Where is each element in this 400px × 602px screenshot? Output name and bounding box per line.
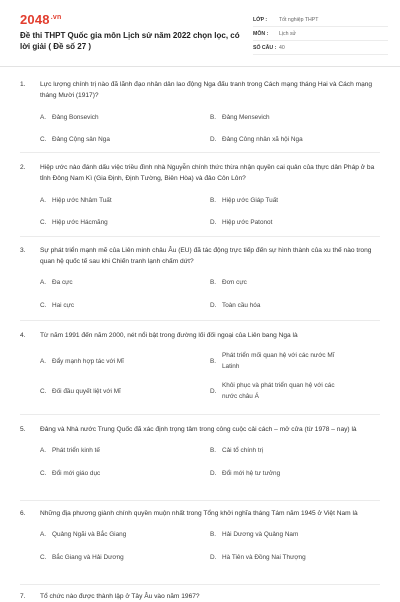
question-2 — [20, 162, 380, 228]
option-b[interactable]: B. Hiệp ước Giáp Tuất — [210, 196, 279, 204]
page-header — [0, 0, 400, 67]
option-d[interactable]: D. Đổi mới hệ tư tưởng — [210, 470, 281, 478]
option-a[interactable]: A. Đa cực — [40, 278, 73, 286]
question-text: Đảng và Nhà nước Trung Quốc đã xác định trọng tâm trong công cuộc cải cách – mở cửa (từ 1978 – nay) là — [40, 426, 357, 433]
question-5 — [20, 424, 380, 479]
option-d[interactable]: D. Toàn cầu hóa — [210, 301, 261, 309]
option-a[interactable]: A. Phát triển kinh tế — [40, 447, 100, 455]
option-a[interactable]: A. Đảng Bonsevich — [40, 113, 99, 121]
logo-suffix: .vn — [50, 13, 62, 21]
site-logo[interactable] — [20, 12, 61, 27]
question-stem — [20, 79, 380, 102]
divider — [20, 500, 380, 501]
divider — [20, 152, 380, 153]
question-number: 6. — [20, 510, 26, 517]
question-number: 3. — [20, 247, 26, 254]
info-row-class — [253, 13, 388, 27]
logo-text: 2048 — [20, 12, 50, 27]
info-value: Tốt nghiệp THPT — [279, 16, 319, 23]
option-c[interactable]: C. Bắc Giang và Hải Dương — [40, 554, 124, 562]
option-d[interactable]: D. Đảng Công nhân xã hội Nga — [210, 135, 303, 143]
options — [20, 112, 380, 145]
question-stem — [20, 162, 380, 185]
options — [20, 195, 380, 228]
options — [20, 445, 380, 479]
question-text: Từ năm 1991 đến năm 2000, nét nổi bật trong đường lối đối ngoại của Liên bang Nga là — [40, 332, 298, 339]
question-stem — [20, 245, 380, 268]
option-c[interactable]: C. Đối đầu quyết liệt với Mĩ — [40, 387, 121, 395]
question-1 — [20, 79, 380, 145]
question-number: 2. — [20, 164, 26, 171]
option-d[interactable]: D. Hà Tiên và Đồng Nai Thượng — [210, 554, 306, 562]
question-stem — [20, 424, 380, 435]
options — [20, 350, 380, 402]
options — [20, 529, 380, 563]
question-6 — [20, 508, 380, 563]
question-3 — [20, 245, 380, 311]
divider — [20, 414, 380, 415]
option-b[interactable]: B. Phát triển mối quan hệ với các nước Mĩ Latinh — [210, 352, 335, 371]
question-text: Tổ chức nào được thành lập ở Tây Âu vào năm 1967? — [40, 593, 200, 600]
question-number: 7. — [20, 593, 26, 600]
question-number: 4. — [20, 332, 26, 339]
option-a[interactable]: A. Quảng Ngãi và Bắc Giang — [40, 531, 127, 539]
option-d[interactable]: D. Hiệp ước Patonot — [210, 218, 273, 226]
option-b[interactable]: B. Cải tổ chính trị — [210, 447, 264, 455]
option-b[interactable]: B. Đảng Mensevich — [210, 113, 270, 121]
option-a[interactable]: A. Hiệp ước Nhâm Tuất — [40, 196, 112, 204]
question-stem — [20, 591, 380, 602]
question-text: Sự phát triển mạnh mẽ của Liên minh châu Âu (EU) đã tác động trực tiếp đến sự hình thành của xu thế nào trong quan hệ quốc tế sau khi Chiến tranh lạnh chấm dứt? — [40, 247, 372, 266]
question-text: Lực lượng chính trị nào đã lãnh đạo nhân dân lao động Nga đấu tranh trong Cách mạng tháng Hai và Cách mạng tháng Mười (1917)? — [40, 81, 373, 100]
option-c[interactable]: C. Hiệp ước Hácmăng — [40, 218, 108, 226]
info-key: MÔN : — [253, 30, 269, 37]
info-key: LỚP : — [253, 16, 268, 23]
info-row-count — [253, 41, 388, 55]
question-number: 5. — [20, 426, 26, 433]
question-text: Những địa phương giành chính quyền muộn nhất trong Tổng khởi nghĩa tháng Tám năm 1945 ở Việt Nam là — [40, 510, 358, 517]
info-row-subject — [253, 27, 388, 41]
divider — [20, 236, 380, 237]
info-key: SỐ CÂU : — [253, 44, 277, 51]
divider — [20, 320, 380, 321]
exam-title: Đề thi THPT Quốc gia môn Lịch sử năm 2022 chọn lọc, có lời giải ( Đề số 27 ) — [20, 31, 240, 51]
option-b[interactable]: B. Đơn cực — [210, 278, 247, 286]
option-d[interactable]: D. Khôi phục và phát triển quan hệ với các nước châu Á — [210, 382, 335, 401]
question-text: Hiệp ước nào đánh dấu việc triều đình nhà Nguyễn chính thức thừa nhận quyền cai quản của thực dân Pháp ở ba tỉnh Đông Nam Kì (Gia Định, Định Tường, Biên Hòa) và đảo Côn Lôn? — [40, 164, 375, 183]
info-value: 40 — [279, 44, 285, 51]
question-stem — [20, 508, 380, 519]
option-c[interactable]: C. Đổi mới giáo dục — [40, 470, 101, 478]
option-c[interactable]: C. Hai cực — [40, 301, 75, 309]
question-4 — [20, 330, 380, 402]
option-a[interactable]: A. Đẩy mạnh hợp tác với Mĩ — [40, 357, 124, 365]
question-7 — [20, 591, 380, 602]
exam-info — [253, 13, 388, 55]
divider — [20, 584, 380, 585]
options — [20, 277, 380, 311]
option-b[interactable]: B. Hải Dương và Quảng Nam — [210, 531, 299, 539]
question-stem — [20, 330, 380, 341]
option-c[interactable]: C. Đảng Cộng sản Nga — [40, 135, 110, 143]
info-value: Lịch sử — [279, 30, 297, 37]
question-number: 1. — [20, 81, 26, 88]
